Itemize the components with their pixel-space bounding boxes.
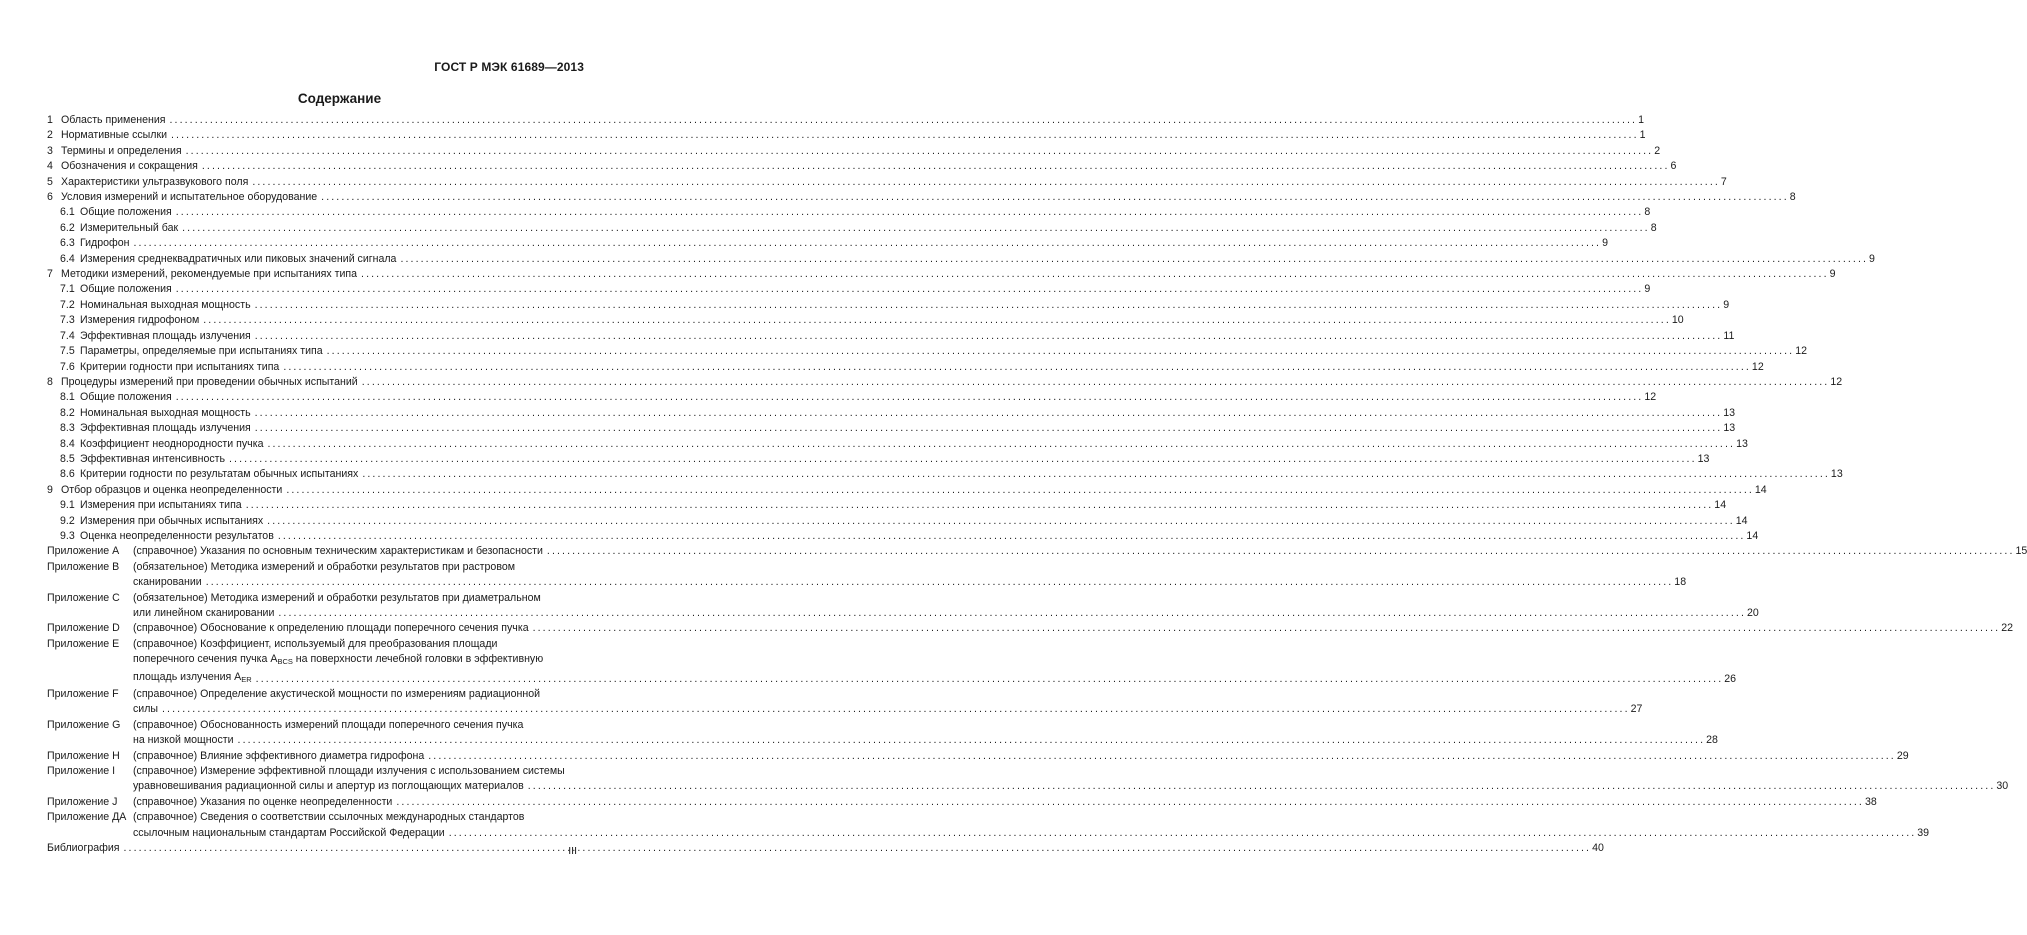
- appendix-page: 18: [1674, 576, 1687, 589]
- toc-entry-title: Эффективная интенсивность: [80, 452, 226, 465]
- appendix-page: 26: [1724, 672, 1737, 685]
- dot-leader: [123, 841, 1591, 856]
- appendix-entry[interactable]: [47, 560, 1687, 591]
- appendix-title: [133, 560, 1686, 591]
- appendix-title-text: (справочное) Влияние эффективного диаметра гидрофона: [133, 749, 425, 762]
- toc-entry-number: 4: [47, 160, 53, 173]
- toc-entry-page: 12: [1644, 391, 1657, 404]
- appendix-label: Приложение А: [47, 545, 120, 558]
- toc-entry-number: 9.2: [60, 514, 75, 527]
- appendix-title-line: [133, 702, 1642, 717]
- toc-entry[interactable]: [47, 205, 1651, 220]
- dot-leader: [547, 544, 2015, 559]
- appendix-title: [133, 718, 1718, 749]
- toc-entry-title: Коэффициент неоднородности пучка: [80, 437, 264, 450]
- appendix-title-line: (справочное) Измерение эффективной площади излучения с использованием системы: [133, 765, 565, 778]
- toc-entry[interactable]: [47, 437, 1748, 452]
- dot-leader: [255, 406, 1723, 421]
- appendix-page: 28: [1706, 734, 1718, 747]
- toc-entry[interactable]: [47, 514, 1748, 529]
- toc-entry-number: 7.6: [60, 360, 75, 373]
- toc-entry-number: 7: [47, 268, 53, 281]
- toc-entry-page: 13: [1736, 437, 1748, 450]
- toc-entry[interactable]: [47, 344, 1808, 359]
- dot-leader: [428, 749, 1896, 764]
- appendix-title-line: [133, 606, 1759, 621]
- toc-entry-title: Эффективная площадь излучения: [80, 329, 251, 342]
- appendix-page: 15: [2015, 545, 2027, 558]
- dot-leader: [255, 421, 1723, 436]
- toc-entry-title: Измерения при испытаниях типа: [80, 499, 242, 512]
- dot-leader: [362, 467, 1830, 482]
- toc-entry-title: Измерительный бак: [80, 221, 179, 234]
- appendix-title-line: (справочное) Определение акустической мощности по измерениям радиационной: [133, 688, 541, 701]
- toc-entry[interactable]: [47, 498, 1727, 513]
- toc-entry[interactable]: [47, 267, 1836, 282]
- dot-leader: [528, 779, 1996, 794]
- appendix-entry[interactable]: [47, 795, 1877, 810]
- appendix-label: Приложение Е: [47, 637, 120, 650]
- toc-entry[interactable]: [47, 144, 1661, 159]
- toc-entry[interactable]: [47, 329, 1735, 344]
- appendix-title: [133, 687, 1642, 718]
- toc-entry-page: 13: [1723, 422, 1736, 435]
- toc-entry[interactable]: [47, 421, 1736, 436]
- toc-entry-number: 6: [47, 191, 53, 204]
- appendix-label: Приложение F: [47, 688, 119, 701]
- toc-entry-number: 6.3: [60, 237, 75, 250]
- toc-entry[interactable]: [47, 236, 1608, 251]
- toc-entry-title: Номинальная выходная мощность: [80, 298, 251, 311]
- appendix-page: 29: [1896, 749, 1909, 762]
- subscript: ER: [241, 674, 252, 684]
- appendix-entry[interactable]: [47, 810, 1930, 841]
- toc-entry-page: 12: [1795, 345, 1808, 358]
- appendix-title-line: [133, 621, 2013, 636]
- toc-entry-number: 7.5: [60, 345, 75, 358]
- dot-leader: [327, 344, 1795, 359]
- dot-leader: [186, 144, 1654, 159]
- dot-leader: [286, 483, 1754, 498]
- toc-entry-number: 6.4: [60, 252, 75, 265]
- toc-entry-title: Измерения при обычных испытаниях: [80, 514, 264, 527]
- toc-entry-number: 9.1: [60, 499, 75, 512]
- dot-leader: [238, 733, 1706, 748]
- appendix-label: Приложение G: [47, 718, 121, 731]
- toc-entry-number: 9.3: [60, 529, 75, 542]
- appendix-title-line: [133, 749, 1909, 764]
- dot-leader: [278, 606, 1746, 621]
- toc-entry-number: 8.4: [60, 437, 75, 450]
- toc-entry-title: Общие положения: [80, 391, 172, 404]
- toc-entry[interactable]: [47, 390, 1657, 405]
- toc-entry-title: Гидрофон: [80, 237, 130, 250]
- toc-entry-page: 13: [1830, 468, 1843, 481]
- appendix-title-text: (справочное) Указания по основным техническим характеристикам и безопасности: [133, 545, 543, 558]
- appendix-entry[interactable]: [47, 621, 2013, 636]
- toc-entry-page: 8: [1789, 191, 1796, 204]
- appendix-title-text: (справочное) Обоснование к определению площади поперечного сечения пучка: [133, 622, 529, 635]
- toc-entry-number: 1: [47, 114, 53, 126]
- appendix-entry[interactable]: [47, 764, 2009, 795]
- bibliography-page: 40: [1592, 842, 1604, 855]
- appendix-title: [133, 764, 2008, 795]
- toc-entry-page: 12: [1830, 375, 1843, 388]
- toc-entry-title: Отбор образцов и оценка неопределенности: [61, 483, 283, 496]
- toc-entry-number: 7.3: [60, 314, 75, 327]
- appendix-title-line: (обязательное) Методика измерений и обработки результатов при диаметральном: [133, 591, 541, 604]
- dot-leader: [283, 360, 1751, 375]
- appendix-title-line: [133, 795, 1877, 810]
- toc-entry-number: 9: [47, 483, 53, 496]
- toc-entry-title: Нормативные ссылки: [61, 129, 168, 142]
- appendix-title: [133, 621, 2013, 636]
- appendix-page: 22: [2001, 622, 2013, 635]
- toc-entry-page: 9: [1602, 237, 1608, 250]
- toc-entry-page: 9: [1829, 268, 1836, 281]
- appendix-title-line: [133, 733, 1718, 748]
- dot-leader: [267, 514, 1735, 529]
- toc-entry[interactable]: [47, 360, 1764, 375]
- toc-entry-title: Измерения среднеквадратичных или пиковых значений сигнала: [80, 252, 397, 265]
- toc-entry-title: Условия измерений и испытательное оборудование: [61, 191, 318, 204]
- dot-leader: [202, 159, 1670, 174]
- toc-entry-number: 7.4: [60, 329, 75, 342]
- appendix-title: [133, 544, 2027, 559]
- toc-entry-number: 5: [47, 175, 53, 188]
- dot-leader: [203, 313, 1671, 328]
- appendix-label: Приложение В: [47, 560, 120, 573]
- appendix-title-text: сканировании: [133, 576, 202, 589]
- appendix-entry[interactable]: [47, 749, 1909, 764]
- subscript: BCS: [277, 657, 293, 667]
- toc-entry[interactable]: [47, 298, 1730, 313]
- toc-entry-page: 9: [1869, 252, 1875, 265]
- toc-entry-title: Общие положения: [80, 283, 172, 296]
- appendix-title-line: (справочное) Сведения о соответствии ссылочных международных стандартов: [133, 811, 525, 824]
- toc-entry-title: Эффективная площадь излучения: [80, 422, 251, 435]
- dot-leader: [533, 621, 2001, 636]
- toc-entry[interactable]: [47, 113, 1644, 128]
- appendix-title-line: [133, 779, 2008, 794]
- appendix-title-text: площадь излучения AER: [133, 670, 252, 684]
- appendix-entry[interactable]: [47, 687, 1643, 718]
- appendix-page: 20: [1746, 607, 1759, 619]
- toc-entry-title: Термины и определения: [61, 144, 182, 157]
- toc-entry-title: Характеристики ультразвукового поля: [61, 175, 249, 188]
- appendix-label: Приложение Н: [47, 749, 120, 762]
- standard-designation: ГОСТ Р МЭК 61689—2013: [434, 60, 584, 74]
- dot-leader: [182, 221, 1650, 236]
- toc-entry-title: Критерии годности по результатам обычных испытаниях: [80, 468, 359, 481]
- dot-leader: [246, 498, 1714, 513]
- toc-entry-title: Методики измерений, рекомендуемые при испытаниях типа: [61, 268, 358, 281]
- dot-leader: [400, 252, 1868, 267]
- toc-entry-page: 14: [1735, 514, 1748, 527]
- appendix-title-text: уравновешивания радиационной силы и апертур из поглощающих материалов: [133, 780, 524, 793]
- toc-entry-title: Обозначения и сокращения: [61, 160, 198, 173]
- toc-entry-page: 14: [1746, 529, 1759, 542]
- dot-leader: [176, 205, 1644, 220]
- dot-leader: [256, 672, 1724, 687]
- appendix-title-line: (обязательное) Методика измерений и обработки результатов при растровом: [133, 560, 516, 573]
- appendix-title: [133, 637, 1736, 687]
- toc-entry-title: Общие положения: [80, 206, 172, 219]
- toc-entry[interactable]: [47, 190, 1796, 205]
- dot-leader: [449, 826, 1917, 841]
- dot-leader: [133, 236, 1601, 251]
- appendix-title: [133, 749, 1909, 764]
- toc-entry[interactable]: [47, 128, 1646, 143]
- toc-entry-page: 14: [1714, 499, 1727, 512]
- toc-entry-title: Область применения: [61, 114, 166, 126]
- appendix-title-line: (справочное) Обоснованность измерений площади поперечного сечения пучка: [133, 718, 524, 731]
- toc-entry-number: 8: [47, 375, 53, 388]
- toc-entry[interactable]: [47, 221, 1657, 236]
- bibliography-title: Библиография: [47, 842, 120, 855]
- toc-entry-title: Номинальная выходная мощность: [80, 406, 251, 419]
- toc-entry[interactable]: [47, 375, 1843, 390]
- toc-entry-page: 6: [1670, 160, 1677, 173]
- appendix-title-line: [133, 544, 2027, 559]
- toc-entry[interactable]: [47, 483, 1767, 498]
- toc-entry-number: 8.6: [60, 468, 75, 481]
- toc-entry-page: 9: [1644, 283, 1651, 296]
- dot-leader: [169, 113, 1637, 128]
- dot-leader: [176, 282, 1644, 297]
- dot-leader: [255, 298, 1723, 313]
- toc-entry[interactable]: [47, 467, 1843, 482]
- toc-entry[interactable]: [47, 175, 1727, 190]
- dot-leader: [229, 452, 1697, 467]
- appendix-label: Приложение D: [47, 622, 120, 635]
- toc-entry-page: 14: [1754, 483, 1767, 496]
- appendix-page: 38: [1864, 795, 1877, 808]
- toc-entry-number: 6.1: [60, 206, 75, 219]
- toc-entry-page: 12: [1751, 360, 1764, 373]
- toc-entry-page: 7: [1720, 175, 1727, 188]
- appendix-label: Приложение С: [47, 591, 120, 604]
- appendix-page: 30: [1996, 780, 2009, 793]
- toc-entry-title: Измерения гидрофоном: [80, 314, 200, 327]
- appendix-page: 39: [1917, 826, 1930, 839]
- appendix-title: [133, 795, 1877, 810]
- toc-entry-page: 13: [1723, 406, 1735, 419]
- toc-entry-number: 8.3: [60, 422, 75, 435]
- toc-entry[interactable]: [47, 252, 1875, 267]
- toc-entry-number: 3: [47, 144, 53, 157]
- dot-leader: [278, 529, 1746, 544]
- bibliography-entry[interactable]: [47, 841, 1604, 856]
- appendix-label: Приложение J: [47, 795, 118, 808]
- toc-entry-title: Параметры, определяемые при испытаниях типа: [80, 345, 323, 358]
- dot-leader: [396, 795, 1864, 810]
- dot-leader: [162, 702, 1630, 717]
- toc-entry-number: 7.2: [60, 298, 75, 311]
- toc-entry-number: 8.2: [60, 406, 75, 419]
- toc-entry[interactable]: [47, 529, 1759, 544]
- toc-entry-page: 8: [1650, 221, 1657, 234]
- appendix-entry[interactable]: [47, 591, 1759, 622]
- appendix-title-line: [133, 670, 1736, 687]
- appendix-entry[interactable]: [47, 718, 1718, 749]
- dot-leader: [267, 437, 1735, 452]
- dot-leader: [176, 390, 1644, 405]
- toc-entry[interactable]: [47, 313, 1684, 328]
- appendix-title-text: ссылочным национальным стандартам Российской Федерации: [133, 826, 445, 839]
- dot-leader: [171, 128, 1639, 143]
- toc-entry-page: 9: [1723, 298, 1730, 311]
- appendix-title: [133, 810, 1929, 841]
- appendix-title-text: или линейном сканировании: [133, 607, 275, 619]
- dot-leader: [321, 190, 1789, 205]
- appendix-title-line: [133, 826, 1929, 841]
- toc-entry-title: Оценка неопределенности результатов: [80, 529, 274, 542]
- page-title: Содержание: [297, 91, 382, 106]
- toc-entry-page: 2: [1654, 144, 1661, 157]
- toc-entry-page: 13: [1697, 452, 1710, 465]
- toc-entry[interactable]: [47, 282, 1651, 297]
- toc-entry-number: 2: [47, 129, 53, 142]
- appendix-page: 27: [1630, 703, 1643, 716]
- appendix-title-line: поперечного сечения пучка ABCS на поверхности лечебной головки в эффективную: [133, 653, 544, 667]
- toc-entry-page: 11: [1723, 329, 1735, 342]
- dot-leader: [255, 329, 1723, 344]
- appendix-label: Приложение ДА: [47, 811, 127, 824]
- toc-entry-page: 10: [1671, 314, 1684, 327]
- appendix-title-line: [133, 575, 1686, 590]
- toc-entry-number: 8.5: [60, 452, 75, 465]
- toc-entry-page: 1: [1639, 129, 1646, 142]
- toc-entry-number: 8.1: [60, 391, 75, 404]
- dot-leader: [206, 575, 1674, 590]
- toc-entry-number: 6.2: [60, 221, 75, 234]
- appendix-title-text: силы: [133, 703, 159, 716]
- toc-entry[interactable]: [47, 406, 1735, 421]
- page-number: III: [568, 845, 577, 857]
- toc-entry-title: Критерии годности при испытаниях типа: [80, 360, 280, 373]
- toc-entry[interactable]: [47, 452, 1710, 467]
- dot-leader: [362, 375, 1830, 390]
- dot-leader: [361, 267, 1829, 282]
- appendix-title: [133, 591, 1759, 622]
- appendix-title-text: на низкой мощности: [133, 734, 234, 747]
- appendix-entry[interactable]: [47, 637, 1737, 687]
- dot-leader: [252, 175, 1720, 190]
- toc-entry-page: 8: [1644, 206, 1651, 219]
- toc-entry-title: Процедуры измерений при проведении обычных испытаний: [61, 375, 358, 388]
- toc-entry-number: 7.1: [60, 283, 75, 296]
- appendix-title-line: (справочное) Коэффициент, используемый для преобразования площади: [133, 637, 498, 650]
- table-of-contents: [47, 113, 2027, 857]
- appendix-label: Приложение I: [47, 765, 116, 778]
- appendix-entry[interactable]: [47, 544, 2027, 559]
- toc-entry-page: 1: [1638, 114, 1644, 126]
- appendix-title-text: (справочное) Указания по оценке неопределенности: [133, 795, 393, 808]
- toc-entry[interactable]: [47, 159, 1677, 174]
